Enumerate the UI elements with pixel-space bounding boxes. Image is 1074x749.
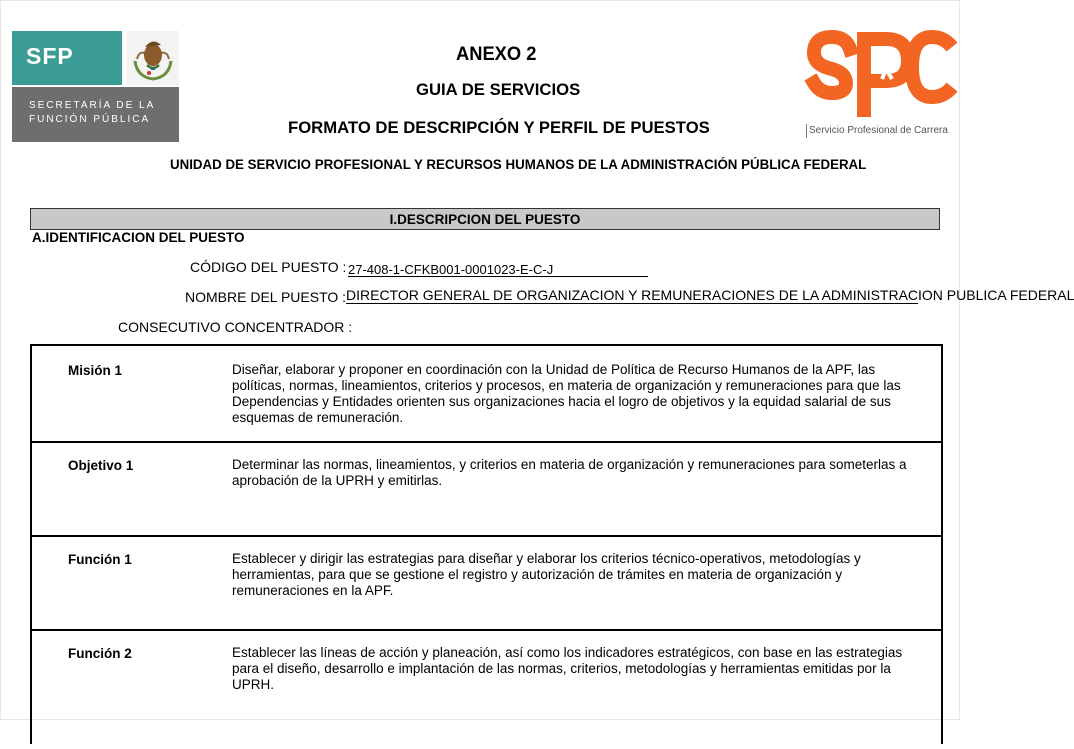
spc-tagline-divider: [806, 124, 807, 138]
row-label: Objetivo 1: [68, 458, 134, 473]
subsection-title: A.IDENTIFICACION DEL PUESTO: [32, 230, 245, 245]
table-row-mission: [32, 346, 941, 443]
unit-heading: UNIDAD DE SERVICIO PROFESIONAL Y RECURSOS HUMANOS DE LA ADMINISTRACIÓN PÚBLICA FEDERAL: [170, 157, 867, 172]
format-title: FORMATO DE DESCRIPCIÓN Y PERFIL DE PUESTOS: [288, 118, 710, 137]
code-value: 27-408-1-CFKB001-0001023-E-C-J: [348, 262, 648, 277]
consecutive-label: CONSECUTIVO CONCENTRADOR :: [118, 319, 353, 335]
sfp-name-line1: SECRETARÍA DE LA: [29, 100, 156, 111]
name-label: NOMBRE DEL PUESTO :: [185, 289, 347, 305]
sfp-abbr: SFP: [26, 43, 74, 69]
mexican-coat-of-arms-icon: [127, 31, 179, 85]
spc-logo-mark: [806, 31, 958, 123]
name-underline: [346, 303, 918, 304]
table-row-function-2: [32, 629, 941, 749]
sfp-name-line2: FUNCIÓN PÚBLICA: [29, 114, 151, 125]
section-title: I.DESCRIPCION DEL PUESTO: [389, 212, 581, 227]
annex-heading: ANEXO 2: [456, 44, 537, 65]
row-label: Misión 1: [68, 363, 123, 378]
sfp-logo-top: [12, 31, 179, 85]
sfp-teal-block: [12, 31, 122, 85]
guide-heading: GUIA DE SERVICIOS: [416, 80, 581, 99]
description-table: [30, 344, 943, 744]
table-row-function-1: [32, 535, 941, 631]
row-label: Función 1: [68, 552, 132, 567]
section-header-bar: [30, 208, 940, 230]
sfp-logo: [12, 31, 179, 142]
row-text: Determinar las normas, lineamientos, y criterios en materia de organización y remuneraciones para someterlas a aprobación de la UPRH y emitirlas.: [232, 457, 907, 488]
table-row-objective: [32, 441, 941, 537]
row-text: Establecer y dirigir las estrategias para diseñar y elaborar los criterios técnico-operativos, metodologías y herramientas, para que se gestione el registro y autorización de trámites en materia de organización y remuneraciones en la APF.: [232, 551, 861, 598]
row-label: Función 2: [68, 646, 132, 661]
spc-logo: [806, 31, 958, 141]
name-value: DIRECTOR GENERAL DE ORGANIZACION Y REMUNERACIONES DE LA ADMINISTRACION PUBLICA FEDERAL: [346, 287, 1074, 303]
row-text: Establecer las líneas de acción y planeación, así como los indicadores estratégicos, con base en las estrategias para el diseño, desarrollo e implantación de las normas, criterios, metodologías y herramientas emitidas por la UPRH.: [232, 645, 903, 692]
sfp-logo-bottom: [12, 87, 179, 142]
code-label: CÓDIGO DEL PUESTO :: [190, 259, 347, 275]
row-text: Diseñar, elaborar y proponer en coordinación con la Unidad de Política de Recurso Humanos de la APF, las políticas, normas, lineamientos, criterios y procesos, en materia de organización y remuneraciones para que las Dependencias y Entidades orienten sus organizaciones hacia el logro de objetivos y la equidad salarial de sus esquemas de remuneración.: [232, 362, 901, 425]
spc-tagline: Servicio Profesional de Carrera: [809, 125, 948, 136]
